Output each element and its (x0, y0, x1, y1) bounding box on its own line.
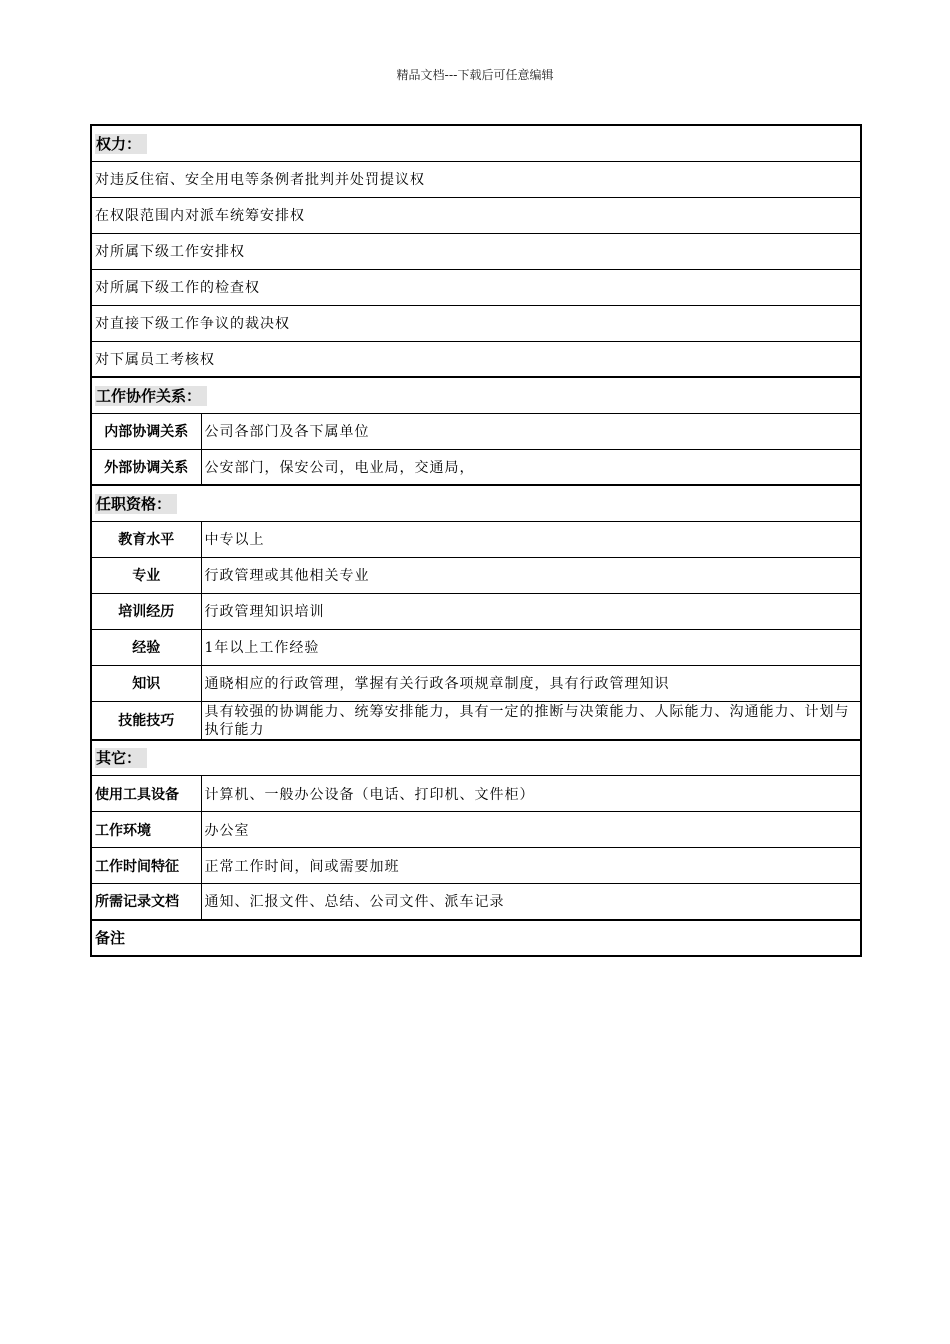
power-text: 在权限范围内对派车统筹安排权 (91, 197, 861, 233)
row-label: 知识 (91, 665, 201, 701)
qualification-row (91, 557, 861, 593)
power-item (91, 341, 861, 377)
row-label: 经验 (91, 629, 201, 665)
row-label: 使用工具设备 (91, 776, 201, 812)
row-value: 正常工作时间，间或需要加班 (201, 848, 861, 884)
power-text: 对违反住宿、安全用电等条例者批判并处罚提议权 (91, 161, 861, 197)
section-title: 权力： (95, 134, 147, 154)
section-title: 备注 (91, 920, 861, 956)
row-value: 行政管理或其他相关专业 (201, 557, 861, 593)
other-row (91, 776, 861, 812)
section-qualifications-header (91, 485, 861, 521)
section-title: 其它： (95, 748, 147, 768)
row-value: 办公室 (201, 812, 861, 848)
row-value: 行政管理知识培训 (201, 593, 861, 629)
row-value: 中专以上 (201, 521, 861, 557)
row-label: 技能技巧 (91, 701, 201, 740)
other-row (91, 884, 861, 920)
power-item (91, 269, 861, 305)
section-title: 工作协作关系： (95, 386, 207, 406)
row-label: 培训经历 (91, 593, 201, 629)
page-header: 精品文档---下载后可任意编辑 (396, 68, 554, 82)
section-notes-header (91, 920, 861, 956)
section-relations-header (91, 377, 861, 413)
power-item (91, 305, 861, 341)
power-text: 对直接下级工作争议的裁决权 (91, 305, 861, 341)
other-row (91, 812, 861, 848)
row-label: 专业 (91, 557, 201, 593)
section-other-header (91, 740, 861, 776)
row-value: 通晓相应的行政管理，掌握有关行政各项规章制度，具有行政管理知识 (201, 665, 861, 701)
job-description-table (90, 124, 862, 957)
power-text: 对所属下级工作的检查权 (91, 269, 861, 305)
row-value: 计算机、一般办公设备（电话、打印机、文件柜） (201, 776, 861, 812)
row-label: 教育水平 (91, 521, 201, 557)
section-title: 任职资格： (95, 494, 177, 514)
qualification-row (91, 521, 861, 557)
row-label: 工作时间特征 (91, 848, 201, 884)
qualification-row (91, 593, 861, 629)
row-value: 1年以上工作经验 (201, 629, 861, 665)
qualification-row (91, 665, 861, 701)
power-item (91, 233, 861, 269)
relation-row (91, 413, 861, 449)
other-row (91, 848, 861, 884)
row-label: 所需记录文档 (91, 884, 201, 920)
power-text: 对下属员工考核权 (91, 341, 861, 377)
row-value: 公司各部门及各下属单位 (201, 413, 861, 449)
power-item (91, 161, 861, 197)
row-label: 外部协调关系 (91, 449, 201, 485)
row-label: 工作环境 (91, 812, 201, 848)
row-label: 内部协调关系 (91, 413, 201, 449)
relation-row (91, 449, 861, 485)
row-value: 公安部门，保安公司，电业局，交通局， (201, 449, 861, 485)
power-item (91, 197, 861, 233)
power-text: 对所属下级工作安排权 (91, 233, 861, 269)
qualification-row (91, 629, 861, 665)
row-value: 具有较强的协调能力、统筹安排能力，具有一定的推断与决策能力、人际能力、沟通能力、计划与执行能力 (201, 701, 861, 740)
row-value: 通知、汇报文件、总结、公司文件、派车记录 (201, 884, 861, 920)
qualification-row (91, 701, 861, 740)
section-powers-header (91, 125, 861, 161)
